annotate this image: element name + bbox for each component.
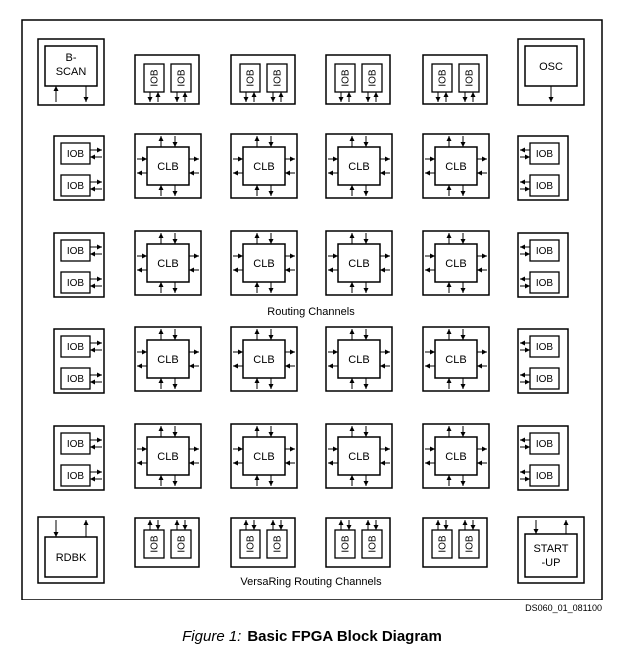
- iob-label: IOB: [176, 69, 188, 87]
- bscan-label: SCAN: [55, 65, 87, 78]
- iob-label: IOB: [66, 374, 85, 386]
- iob-label: IOB: [149, 535, 161, 553]
- clb-label: CLB: [157, 257, 179, 270]
- iob-label: IOB: [535, 181, 554, 193]
- rdbk-cell: [38, 517, 104, 583]
- iob-label: IOB: [66, 439, 85, 451]
- clb-label: CLB: [253, 353, 275, 366]
- rdbk-label: RDBK: [55, 551, 87, 564]
- iob-label: IOB: [535, 471, 554, 483]
- iob-label: IOB: [272, 69, 284, 87]
- iob-label: IOB: [535, 374, 554, 386]
- iob-label: IOB: [66, 278, 85, 290]
- startup-label: -UP: [541, 556, 561, 569]
- iob-label: IOB: [437, 69, 449, 87]
- clb-label: CLB: [253, 450, 275, 463]
- clb-label: CLB: [445, 160, 467, 173]
- iob-label: IOB: [66, 471, 85, 483]
- iob-label: IOB: [535, 149, 554, 161]
- document-id: DS060_01_081100: [525, 603, 602, 613]
- figure-number: Figure 1:: [182, 628, 242, 645]
- clb-label: CLB: [348, 353, 370, 366]
- osc-label: OSC: [539, 60, 563, 73]
- clb-label: CLB: [157, 160, 179, 173]
- clb-label: CLB: [348, 450, 370, 463]
- routing-channels-label: Routing Channels: [267, 306, 355, 318]
- versaring-routing-channels-label: VersaRing Routing Channels: [240, 576, 382, 588]
- clb-label: CLB: [253, 257, 275, 270]
- iob-label: IOB: [535, 342, 554, 354]
- iob-label: IOB: [464, 69, 476, 87]
- iob-label: IOB: [66, 149, 85, 161]
- clb-label: CLB: [157, 450, 179, 463]
- iob-label: IOB: [437, 535, 449, 553]
- iob-label: IOB: [149, 69, 161, 87]
- iob-label: IOB: [535, 278, 554, 290]
- clb-label: CLB: [348, 257, 370, 270]
- figure-title: Basic FPGA Block Diagram: [247, 628, 442, 645]
- iob-label: IOB: [535, 439, 554, 451]
- iob-label: IOB: [245, 535, 257, 553]
- iob-label: IOB: [340, 69, 352, 87]
- iob-label: IOB: [245, 69, 257, 87]
- iob-label: IOB: [367, 535, 379, 553]
- iob-label: IOB: [66, 181, 85, 193]
- iob-label: IOB: [340, 535, 352, 553]
- iob-label: IOB: [272, 535, 284, 553]
- startup-label: START: [533, 542, 569, 555]
- figure-caption: [0, 628, 624, 645]
- iob-label: IOB: [66, 342, 85, 354]
- clb-label: CLB: [157, 353, 179, 366]
- clb-label: CLB: [445, 257, 467, 270]
- clb-label: CLB: [445, 353, 467, 366]
- iob-label: IOB: [66, 246, 85, 258]
- clb-label: CLB: [445, 450, 467, 463]
- iob-label: IOB: [367, 69, 379, 87]
- iob-label: IOB: [176, 535, 188, 553]
- clb-label: CLB: [253, 160, 275, 173]
- clb-label: CLB: [348, 160, 370, 173]
- iob-label: IOB: [464, 535, 476, 553]
- iob-label: IOB: [535, 246, 554, 258]
- bscan-label: B-: [65, 51, 77, 64]
- startup-block: [525, 534, 577, 577]
